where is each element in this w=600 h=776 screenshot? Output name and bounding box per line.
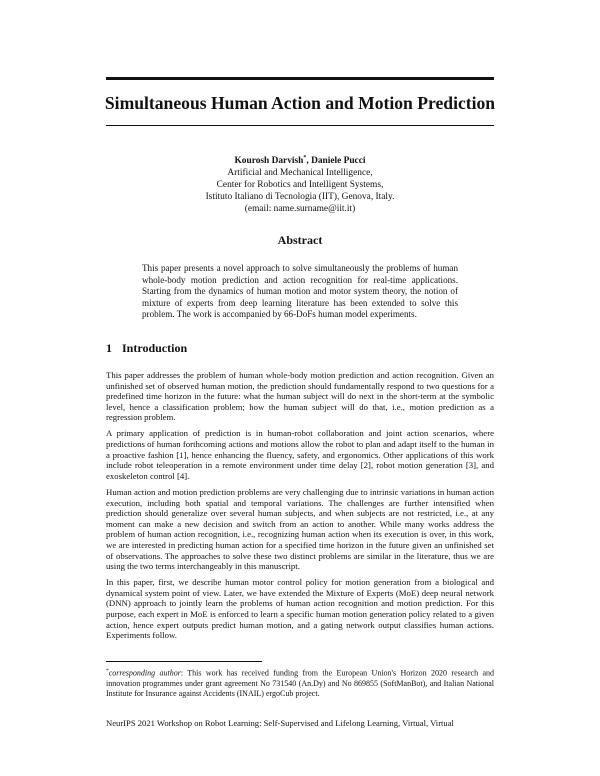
abstract-heading: Abstract bbox=[277, 233, 323, 247]
author-names bbox=[150, 152, 450, 167]
footnote-label: corresponding author bbox=[108, 668, 181, 678]
footnote-mark: * bbox=[106, 668, 109, 674]
body-paragraph: Human action and motion prediction problems are very challenging due to intrinsic variations in human action execution, including both spatial and temporal variations. The challenges are further intensified when prediction should generalize over several human subjects, and when subjects are not restricted, i.e., at any moment can make a new decision and switch from an action to another. While many works address the problem of human action recognition, i.e., recognizing human action when its execution is over, in this work, we are interested in predicting human action for a specified time horizon in the future given an unfinished set of observations. The approaches to solve these two distinct problems are similar in the literature, thus we are using the two terms interchangeably in this manuscript. bbox=[106, 486, 494, 572]
title-bottom-rule bbox=[106, 125, 494, 126]
venue-footer: NeurIPS 2021 Workshop on Robot Learning: Self-Supervised and Lifelong Learning, Virtual, Virtual bbox=[106, 718, 454, 728]
affiliation-line: Center for Robotics and Intelligent Systems, bbox=[216, 180, 384, 191]
author-block bbox=[150, 152, 450, 215]
section-number: 1 bbox=[106, 341, 112, 355]
affiliation-line: Istituto Italiano di Tecnologia (IIT), Genova, Italy. bbox=[205, 192, 395, 203]
introduction-body bbox=[106, 370, 494, 646]
title-top-rule bbox=[106, 77, 494, 80]
body-paragraph: A primary application of prediction is in human-robot collaboration and joint action scenarios, where predictions of human forthcoming actions and motions allow the robot to plan and adapt itself to the human in a proactive fashion [1], hence enhancing the fluency, safety, and ergonomics. Other applications of this work include robot teleoperation in a remote environment under time delay [2], robot motion generation [3], and exoskeleton control [4]. bbox=[106, 428, 494, 481]
author-name-first: Kourosh Darvish bbox=[234, 156, 304, 167]
affiliation-line: Artificial and Mechanical Intelligence, bbox=[227, 168, 373, 179]
author-name-rest: , Daniele Pucci bbox=[306, 156, 366, 167]
body-paragraph: This paper addresses the problem of human whole-body motion prediction and action recognition. Given an unfinished set of observed human motion, the prediction should fundamentally respond to two questions for a predefined time horizon in the future: what the human subject will do next in the short-term at the symbolic level, hence a classification problem; how the human subject will do that, i.e., motion prediction as a regression problem. bbox=[106, 370, 494, 423]
footnote-rule bbox=[106, 661, 262, 662]
corresponding-author-mark: * bbox=[303, 155, 307, 161]
footnote bbox=[106, 666, 494, 700]
section-title: Introduction bbox=[122, 341, 188, 355]
section-heading-introduction bbox=[106, 341, 187, 356]
paper-title: Simultaneous Human Action and Motion Prediction bbox=[104, 93, 496, 113]
body-paragraph: In this paper, first, we describe human motor control policy for motion generation from a biological and dynamical system point of view. Later, we have extended the Mixture of Experts (MoE) deep neural network (DNN) approach to jointly learn the problems of human action recognition and motion prediction. For this purpose, each expert in MoE is enforced to learn a specific human motion generation policy related to a given action, hence expert outputs predict human motion, and a gating network output classifies human actions. Experiments follow. bbox=[106, 577, 494, 641]
author-email: (email: name.surname@iit.it) bbox=[244, 204, 356, 215]
footnote-text: : This work has received funding from the European Union's Horizon 2020 research and innovation programmes under grant agreement No 731540 (An.Dy) and No 869855 (SoftManBot), and Italian National Institute for Insurance against Accidents (INAIL) ergoCub project. bbox=[106, 668, 494, 699]
abstract-text: This paper presents a novel approach to solve simultaneously the problems of human whole-body motion prediction and action recognition for real-time applications. Starting from the dynamics of human motion and motor system theory, the notion of mixture of experts from deep learning literature has been extended to solve this problem. The work is accompanied by 66-DoFs human model experiments. bbox=[142, 263, 458, 320]
